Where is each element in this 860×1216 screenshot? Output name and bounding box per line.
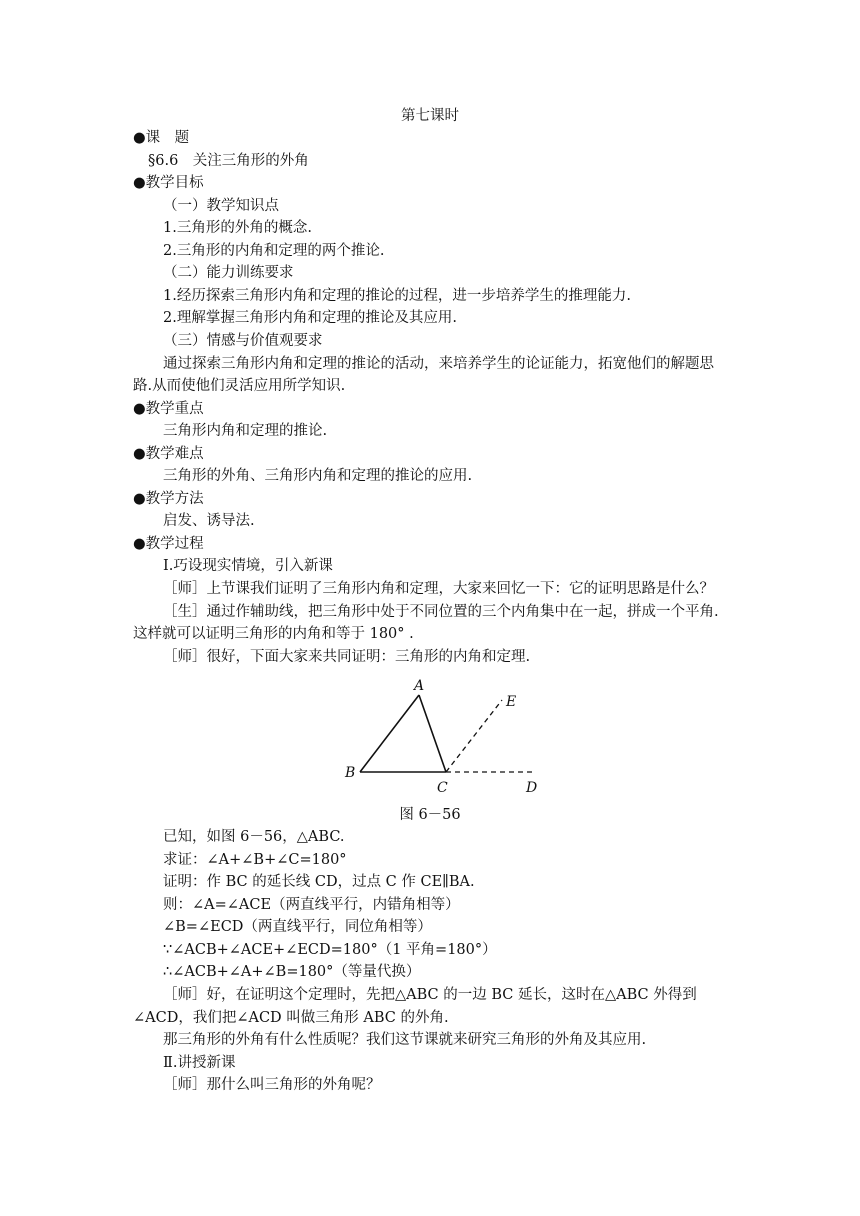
section-heading: ●课 题 [133,130,190,146]
text-line: ∠ACD，我们把∠ACD 叫做三角形 ABC 的外角. [133,1010,449,1026]
label-d: D [526,780,538,796]
text-line: 则：∠A=∠ACE（两直线平行，内错角相等） [163,897,460,913]
section-heading: ●教学方法 [133,491,204,507]
label-a: A [414,678,425,694]
section-heading: ●教学重点 [133,401,204,417]
text-line: 已知，如图 6－56，△ABC. [163,829,345,845]
text-line: 1.经历探索三角形内角和定理的推论的过程，进一步培养学生的推理能力. [163,288,631,304]
text-line: ［师］好，在证明这个定理时，先把△ABC 的一边 BC 延长，这时在△ABC 外得到 [163,987,697,1003]
text-line: ∵∠ACB+∠ACE+∠ECD=180°（1 平角=180°） [163,942,497,958]
section-heading: ●教学难点 [133,446,204,462]
page-title: 第七课时 [401,108,459,124]
text-line: 证明：作 BC 的延长线 CD，过点 C 作 CE∥BA. [163,874,475,890]
subsection-heading: （一）教学知识点 [163,198,279,214]
text-line: 三角形内角和定理的推论. [163,423,328,439]
label-b: B [345,765,356,781]
subsection-heading: （三）情感与价值观要求 [163,333,323,349]
triangle-figure [333,676,553,798]
text-line: 通过探索三角形内角和定理的推论的活动，来培养学生的论证能力，拓宽他们的解题思 [163,356,714,372]
ray-ce [446,700,502,772]
text-line: ∠B=∠ECD（两直线平行，同位角相等） [163,919,432,935]
label-c: C [437,780,448,796]
text-line: 2.三角形的内角和定理的两个推论. [163,243,385,259]
section-heading: ●教学过程 [133,536,204,552]
segment-ba [360,695,419,772]
text-line: 这样就可以证明三角形的内角和等于 180° . [133,626,414,642]
subsection-heading: （二）能力训练要求 [163,265,294,281]
text-line: ［师］很好，下面大家来共同证明：三角形的内角和定理. [163,649,531,665]
figure-caption: 图 6－56 [399,807,461,823]
text-line: 求证：∠A+∠B+∠C=180° [163,852,347,868]
text-line: ［师］上节课我们证明了三角形内角和定理，大家来回忆一下：它的证明思路是什么？ [163,581,714,597]
lesson-title: §6.6 关注三角形的外角 [148,153,309,169]
text-line: 路.从而使他们灵活应用所学知识. [133,378,346,394]
text-line: 启发、诱导法. [163,513,255,529]
text-line: 1.三角形的外角的概念. [163,220,312,236]
segment-ac [419,695,446,772]
text-line: 那三角形的外角有什么性质呢？我们这节课就来研究三角形的外角及其应用. [163,1032,647,1048]
subsection-heading: Ⅱ.讲授新课 [163,1055,236,1071]
text-line: ［师］那什么叫三角形的外角呢？ [163,1077,381,1093]
text-line: 2.理解掌握三角形内角和定理的推论及其应用. [163,310,457,326]
label-e: E [506,694,517,710]
section-heading: ●教学目标 [133,175,204,191]
text-line: 三角形的外角、三角形内角和定理的推论的应用. [163,468,473,484]
text-line: ［生］通过作辅助线，把三角形中处于不同位置的三个内角集中在一起，拼成一个平角. [163,604,719,620]
subsection-heading: Ⅰ.巧设现实情境，引入新课 [163,558,333,574]
text-line: ∴∠ACB+∠A+∠B=180°（等量代换） [163,964,421,980]
